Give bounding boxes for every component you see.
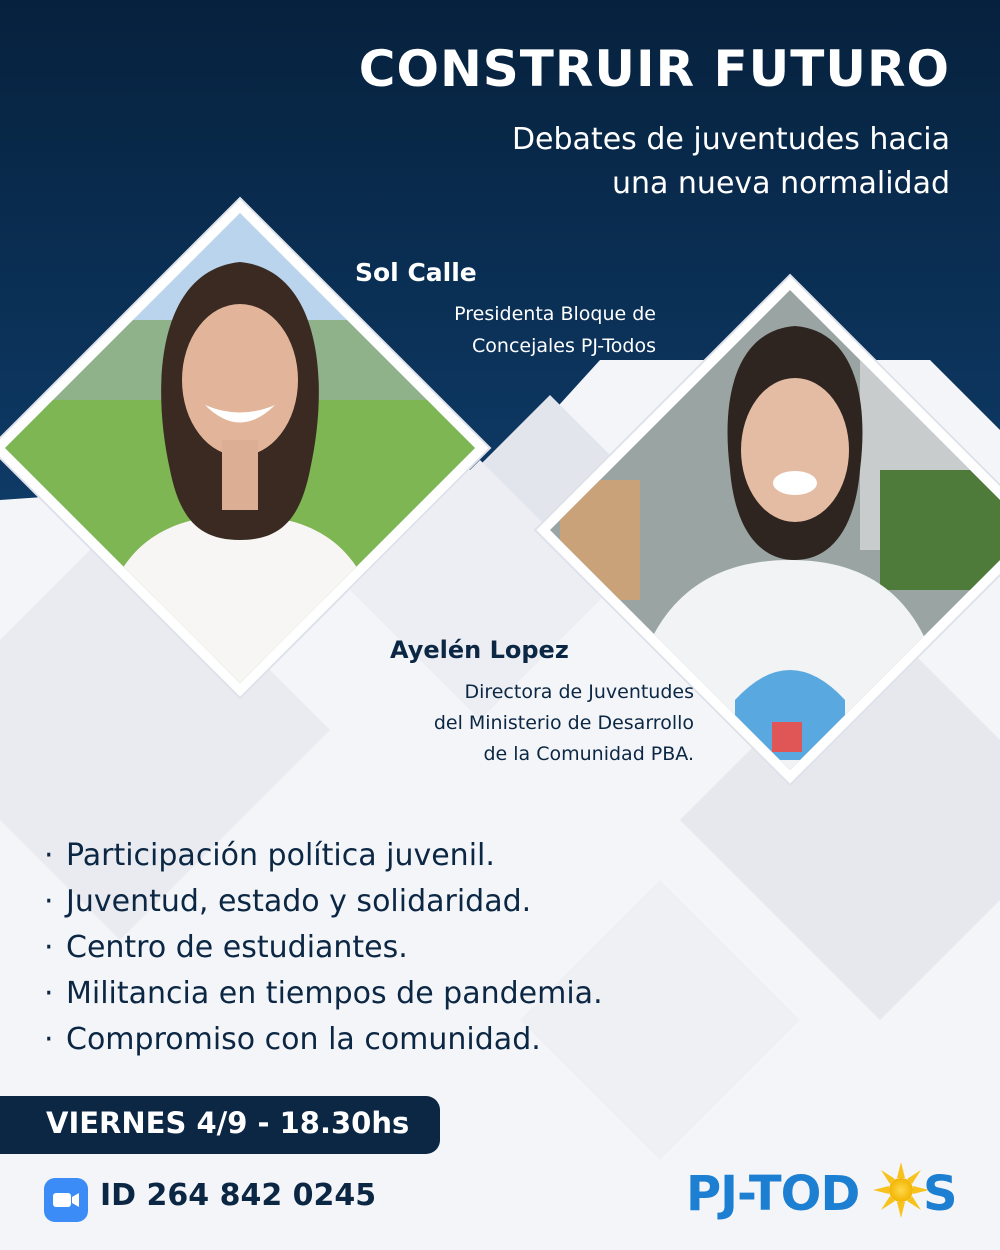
speaker-name: Ayelén Lopez: [390, 636, 569, 664]
topic-text: Participación política juvenil.: [66, 838, 495, 873]
list-item: [44, 1017, 603, 1063]
list-item: [44, 925, 603, 971]
topic-text: Militancia en tiempos de pandemia.: [66, 976, 603, 1011]
bullet-icon: ·: [44, 976, 54, 1011]
speaker-role: Presidenta Bloque de Concejales PJ-Todos: [454, 303, 656, 357]
bullet-icon: ·: [44, 838, 54, 873]
bullet-icon: ·: [44, 930, 54, 965]
pj-todos-logo: [686, 1158, 958, 1222]
event-date-time: VIERNES 4/9 - 18.30hs: [46, 1106, 410, 1140]
svg-text:PJ-TOD: PJ-TOD: [686, 1166, 860, 1222]
topics-list: [44, 833, 603, 1063]
list-item: [44, 833, 603, 879]
meeting-id: ID 264 842 0245: [100, 1178, 377, 1213]
page-subtitle: Debates de juventudes hacia una nueva normalidad: [511, 122, 950, 201]
speaker-role: Directora de Juventudes del Ministerio de Desarrollo de la Comunidad PBA.: [433, 681, 694, 765]
speaker-name: Sol Calle: [355, 258, 477, 287]
topic-text: Centro de estudiantes.: [66, 930, 408, 965]
page-title: CONSTRUIR FUTURO: [358, 40, 950, 98]
sun-icon: [873, 1162, 929, 1218]
topic-text: Compromiso con la comunidad.: [66, 1022, 541, 1057]
list-item: [44, 879, 603, 925]
date-badge: [0, 1096, 440, 1154]
list-item: [44, 971, 603, 1017]
bullet-icon: ·: [44, 884, 54, 919]
topic-text: Juventud, estado y solidaridad.: [66, 884, 532, 919]
zoom-camera-icon: [44, 1178, 88, 1222]
svg-text:S: S: [923, 1166, 958, 1222]
bullet-icon: ·: [44, 1022, 54, 1057]
